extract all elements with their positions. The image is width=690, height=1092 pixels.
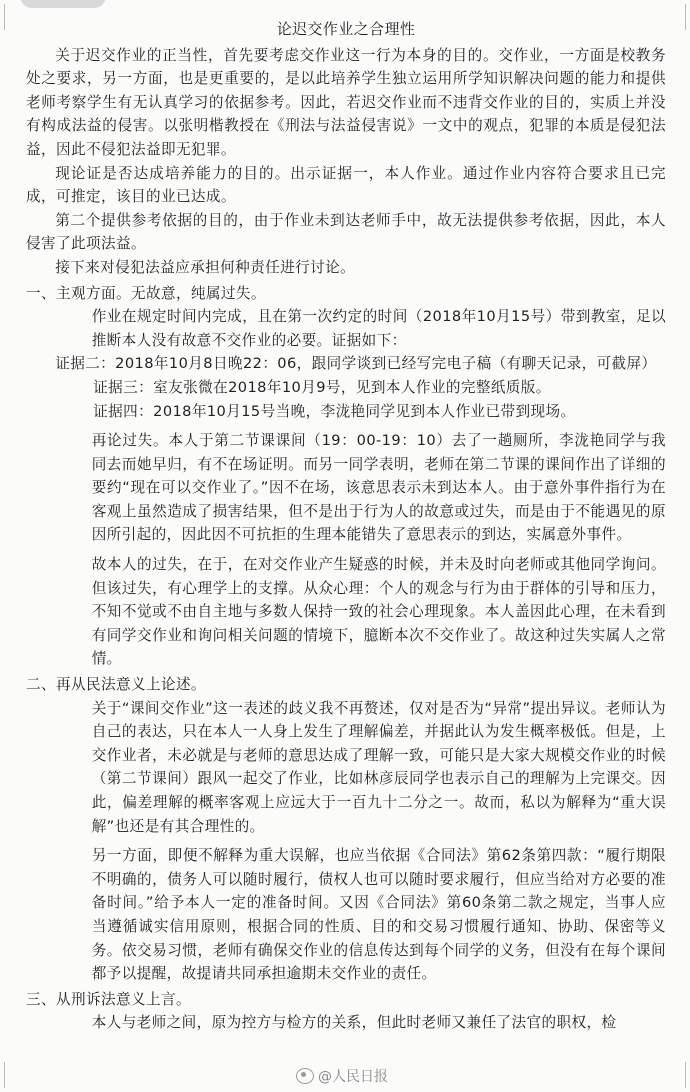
document-body	[26, 14, 666, 1035]
paragraph: 接下来对侵犯法益应承担何种责任进行讨论。	[55, 258, 356, 276]
paragraph: 故本人的过失，在于，在对交作业产生疑惑的时候，并未及时向老师或其他同学询问。但该过失，有心理学上的支撑。从众心理：个人的观念与行为由于群体的引导和压力，不知不觉或不由自主地与多数人保持一致的社会心理现象。本人盖因此心理，在未看到有同学交作业和询问相关问题的情境下，臆断本次不交作业了。故这种过失实属人之常情。	[91, 556, 666, 668]
section-heading: 二、再从民法意义上论述。	[26, 676, 206, 694]
page-tab-decoration	[20, 0, 106, 8]
paragraph: 作业在规定时间内完成，且在第一次约定的时间（2018年10月15号）带到教室，足以推断本人没有故意不交作业的必要。证据如下：	[91, 308, 666, 349]
evidence-item: 证据三：室友张微在2018年10月9号，见到本人作业的完整纸质版。	[93, 378, 551, 396]
source-watermark	[296, 1066, 388, 1086]
paragraph: 另一方面，即便不解释为重大误解，也应当依据《合同法》第62条第四款：“履行期限不明确的，债务人可以随时履行，债权人也可以随时要求履行，但应当给对方必要的准备时间。”给予本人一定的准备时间。又因《合同法》第60条第二款之规定，当事人应当遵循诚实信用原则，根据合同的性质、目的和交易习惯履行通知、协助、保密等义务。依交易习惯，老师有确保交作业的信息传达到每个同学的义务，但没有在每个课间都予以提醒，故提请共同承担逾期未交作业的责任。	[91, 847, 666, 983]
document-title: 论迟交作业之合理性	[276, 20, 416, 38]
paragraph: 第二个提供参考依据的目的，由于作业未到达老师手中，故无法提供参考依据，因此，本人侵害了此项法益。	[26, 211, 666, 253]
paragraph: 本人与老师之间，原为控方与检方的关系，但此时老师又兼任了法官的职权，检	[91, 1014, 617, 1032]
section-heading: 一、主观方面。无故意，纯属过失。	[26, 284, 266, 302]
paragraph: 现论证是否达成培养能力的目的。出示证据一，本人作业。通过作业内容符合要求且已完成，可推定，该目的业已达成。	[26, 164, 666, 206]
section-heading: 三、从刑诉法意义上言。	[26, 990, 191, 1008]
paragraph: 再论过失。本人于第二节课课间（19：00-19：10）去了一趟厕所，李泷艳同学与我同去而她早归，有不在场证明。而另一同学表明，老师在第二节课的课间作出了详细的要约“现在可以交作业了。”因不在场，该意思表示未到达本人。由于意外事件指行为在客观上虽然造成了损害结果，但不是出于行为人的故意或过失，而是由于不能遇见的原因所引起的，因此因不可抗拒的生理本能错失了意思表示的到达，实属意外事件。	[91, 432, 666, 544]
crop-mark	[659, 1062, 686, 1088]
watermark-text: @人民日报	[318, 1069, 388, 1085]
evidence-item: 证据二：2018年10月8日晚22：06，跟同学谈到已经写完电子稿（有聊天记录，可截屏）	[55, 355, 657, 373]
evidence-item: 证据四：2018年10月15号当晚，李泷艳同学见到本人作业已带到现场。	[93, 402, 576, 420]
weibo-icon	[296, 1068, 314, 1084]
paragraph: 关于“课间交作业”这一表述的歧义我不再赘述，仅对是否为“异常”提出异议。老师认为自己的表达，只在本人一人身上发生了理解偏差，并据此认为发生概率极低。但是，上交作业者，未必就是与老师的意思达成了理解一致，可能只是大家大规模交作业的时候（第二节课间）跟风一起交了作业，比如林彦辰同学也表示自己的理解为上完课交。因此，偏差理解的概率客观上应远大于一百九十二分之一。故而，私以为解释为“重大误解”也还是有其合理性的。	[91, 699, 666, 835]
paragraph: 关于迟交作业的正当性，首先要考虑交作业这一行为本身的目的。交作业，一方面是校教务处之要求，另一方面，也是更重要的，是以此培养学生独立运用所学知识解决问题的能力和提供老师考察学生有无认真学习的依据参考。因此，若迟交作业而不违背交作业的目的，实质上并没有构成法益的侵害。以张明楷教授在《刑法与法益侵害说》一文中的观点，犯罪的本质是侵犯法益，因此不侵犯法益即无犯罪。	[26, 46, 666, 158]
crop-mark	[4, 1062, 31, 1088]
